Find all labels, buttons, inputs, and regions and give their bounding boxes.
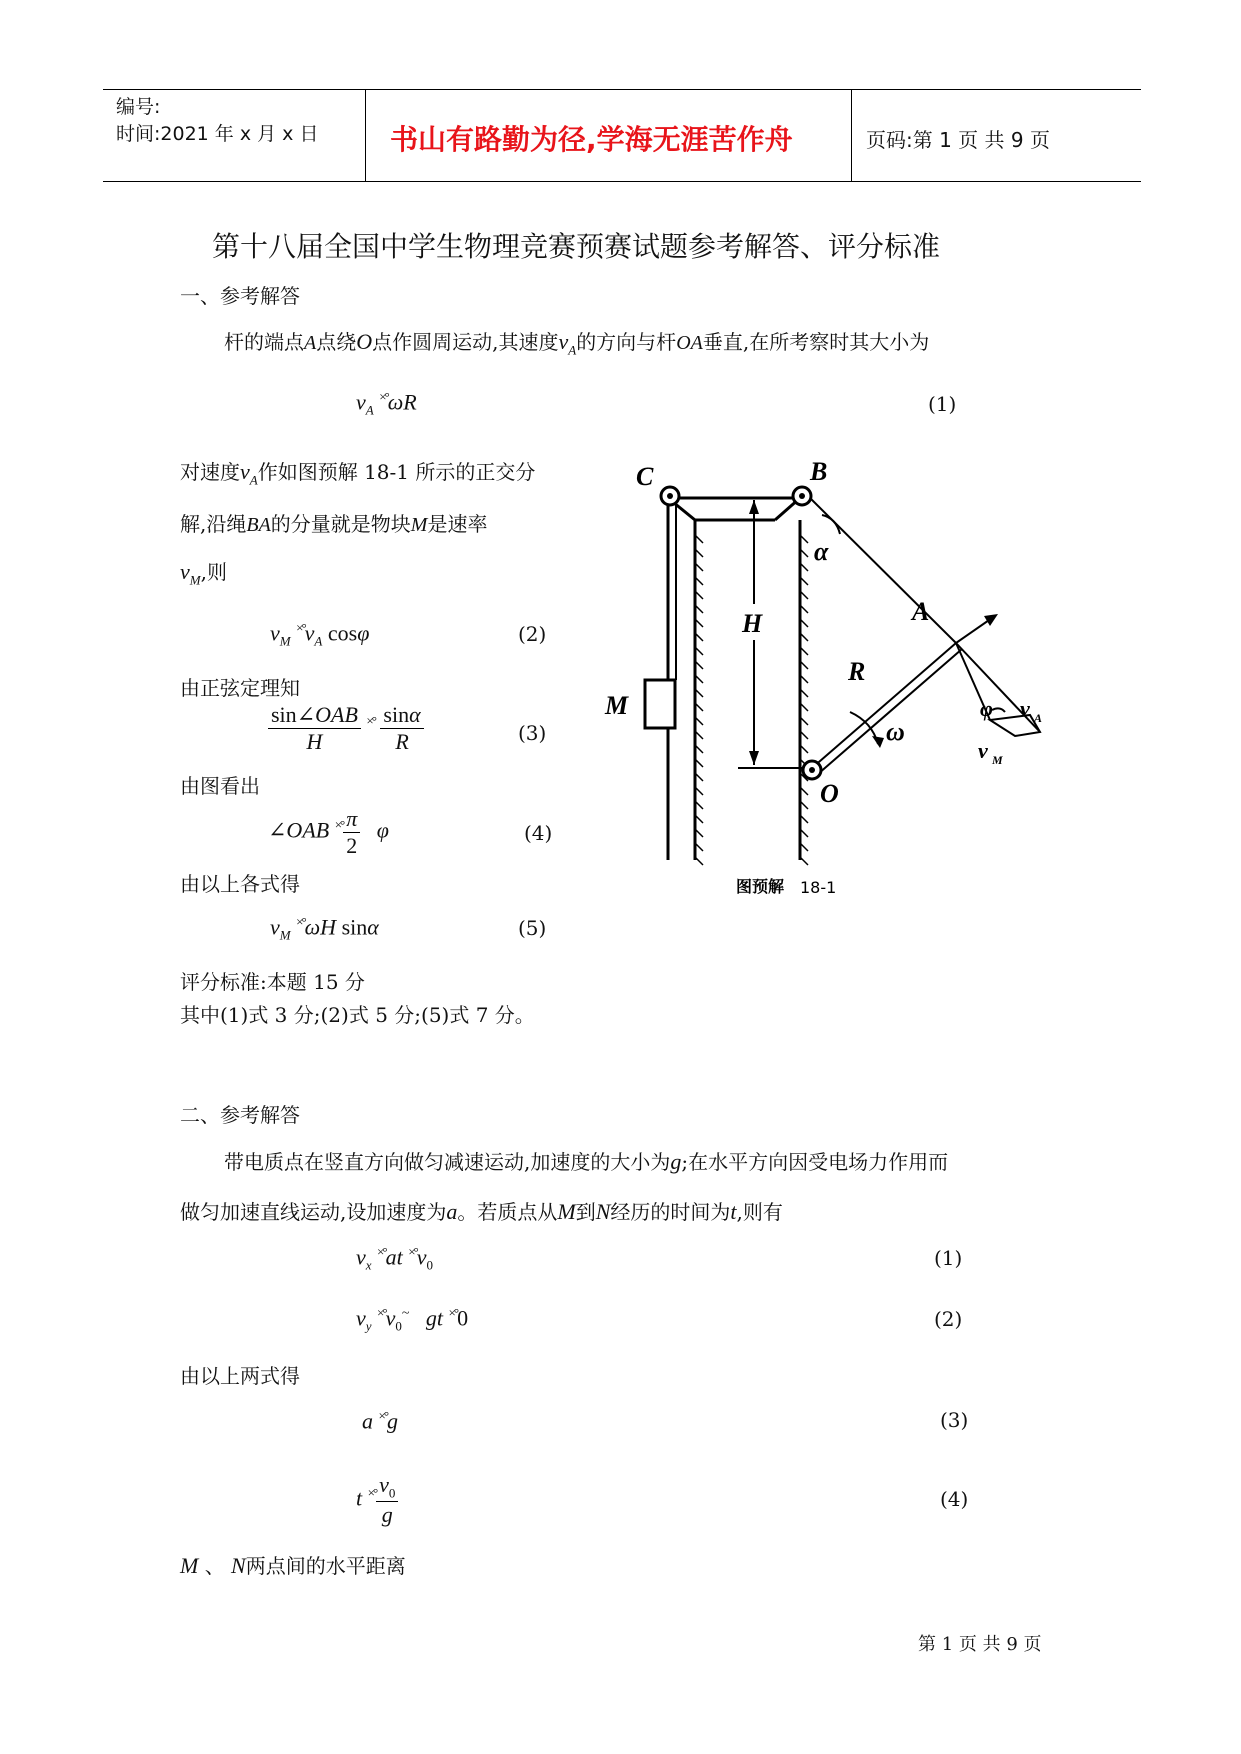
s1-equation-4: ∠OAB ×° $\frac{\pi}{2}$ φ (268, 806, 389, 858)
s1-from-above-text: 由以上各式得 (180, 872, 300, 896)
label-C: C (636, 462, 654, 491)
s1-sine-law-text: 由正弦定理知 (180, 676, 300, 700)
wall-hatch (695, 857, 703, 865)
page-footer: 第 1 页 共 9 页 (918, 1634, 1042, 1655)
page-label: 页码:第 1 页 共 9 页 (866, 128, 1050, 152)
motto: 书山有路勤为径,学海无涯苦作舟 (390, 123, 793, 156)
s1-equation-5-number: (5) (518, 916, 547, 940)
s1-from-figure-text: 由图看出 (180, 774, 260, 798)
section1-paragraph1: 杆的端点A点绕O点作圆周运动,其速度$v_A$的方向与杆OA垂直,在所考察时其大小为 (224, 329, 930, 358)
wall-hatch (800, 857, 808, 865)
section2-heading: 二、参考解答 (180, 1103, 300, 1127)
label-omega: ω (886, 717, 905, 746)
s1-p2-line2: 解,沿绳BA的分量就是物块M是速率 (180, 512, 488, 536)
label-O: O (820, 779, 839, 808)
h-arrow-down (749, 751, 759, 765)
h-arrow-up (749, 500, 759, 514)
section1-heading: 一、参考解答 (180, 284, 300, 308)
s2-equation-1-number: (1) (934, 1246, 963, 1270)
s1-p2-line3: $v_M$,则 (180, 559, 227, 588)
s1-p2-line1: 对速度$v_A$作如图预解 18-1 所示的正交分 (180, 459, 536, 488)
label-R: R (848, 657, 866, 686)
s1-equation-5: $v_M$ ×°ωH sinα (270, 914, 379, 943)
header-bottom-rule (103, 181, 1141, 182)
label-vA-sub: A (1034, 711, 1043, 725)
block-M (645, 680, 675, 728)
s1-equation-3: $\frac{\text{sin∠OAB}}{H}$ ×° $\frac{\sin\alpha}{R}$ (268, 702, 424, 755)
header-divider-left (365, 89, 366, 181)
s2-last-line: M 、 N两点间的水平距离 (180, 1553, 406, 1578)
label-H: H (742, 609, 763, 638)
label-vM: v (978, 738, 988, 763)
omega-arc (850, 712, 878, 744)
rope-BA (804, 492, 956, 643)
s2-equation-4-number: (4) (940, 1487, 969, 1511)
figure-18-1 (600, 440, 1060, 910)
s1-score-line1: 评分标准:本题 15 分 (180, 970, 365, 994)
omega-arrowhead (872, 736, 884, 748)
s1-equation-4-number: (4) (524, 821, 553, 845)
rod-OA (812, 643, 956, 768)
label-M: M (605, 691, 629, 720)
s2-paragraph1-line2: 做匀加速直线运动,设加速度为a。若质点从M到N经历的时间为t,则有 (180, 1199, 783, 1224)
label-phi: φ (980, 696, 993, 721)
s1-equation-3-number: (3) (518, 721, 547, 745)
label-alpha: α (814, 537, 829, 566)
s2-equation-2: $v_y$ $^{\times^\circ}v_0^\sim$ gt ×°0 (356, 1305, 469, 1334)
s2-paragraph1-line1: 带电质点在竖直方向做匀减速运动,加速度的大小为g;在水平方向因受电场力作用而 (224, 1149, 949, 1174)
s1-score-line2: 其中(1)式 3 分;(2)式 5 分;(5)式 7 分。 (180, 1003, 535, 1027)
s1-equation-2-number: (2) (518, 622, 547, 646)
vA-perp-arrowhead (984, 614, 998, 626)
s2-from-two-text: 由以上两式得 (180, 1364, 300, 1388)
s2-equation-1: $v_x$ ×°at $^{\times^\circ}v_0$ (356, 1244, 433, 1273)
s1-equation-1: $v_A$ ×°ωR (356, 389, 417, 418)
page-title: 第十八届全国中学生物理竞赛预赛试题参考解答、评分标准 (212, 230, 941, 263)
number-label: 编号: (116, 96, 161, 118)
figure-caption-text: 图预解 (736, 877, 785, 896)
header-top-rule (103, 89, 1141, 90)
s2-equation-4: t ×° $\frac{v_0}{g}$ (356, 1472, 398, 1528)
s2-equation-3: a ×°g (362, 1408, 399, 1434)
s2-equation-2-number: (2) (934, 1307, 963, 1331)
label-B: B (810, 457, 828, 486)
s2-equation-3-number: (3) (940, 1408, 969, 1432)
label-vM-sub: M (992, 753, 1003, 767)
time-label: 时间:2021 年 x 月 x 日 (116, 123, 319, 145)
header-divider-right (851, 89, 852, 181)
s1-equation-1-number: (1) (928, 392, 957, 416)
figure-caption-number: 18-1 (800, 878, 837, 897)
label-vA: v (1020, 696, 1030, 721)
label-A: A (912, 597, 930, 626)
s1-equation-2: $v_M$ $^{\times^\circ}v_A$ cosφ (270, 620, 370, 649)
